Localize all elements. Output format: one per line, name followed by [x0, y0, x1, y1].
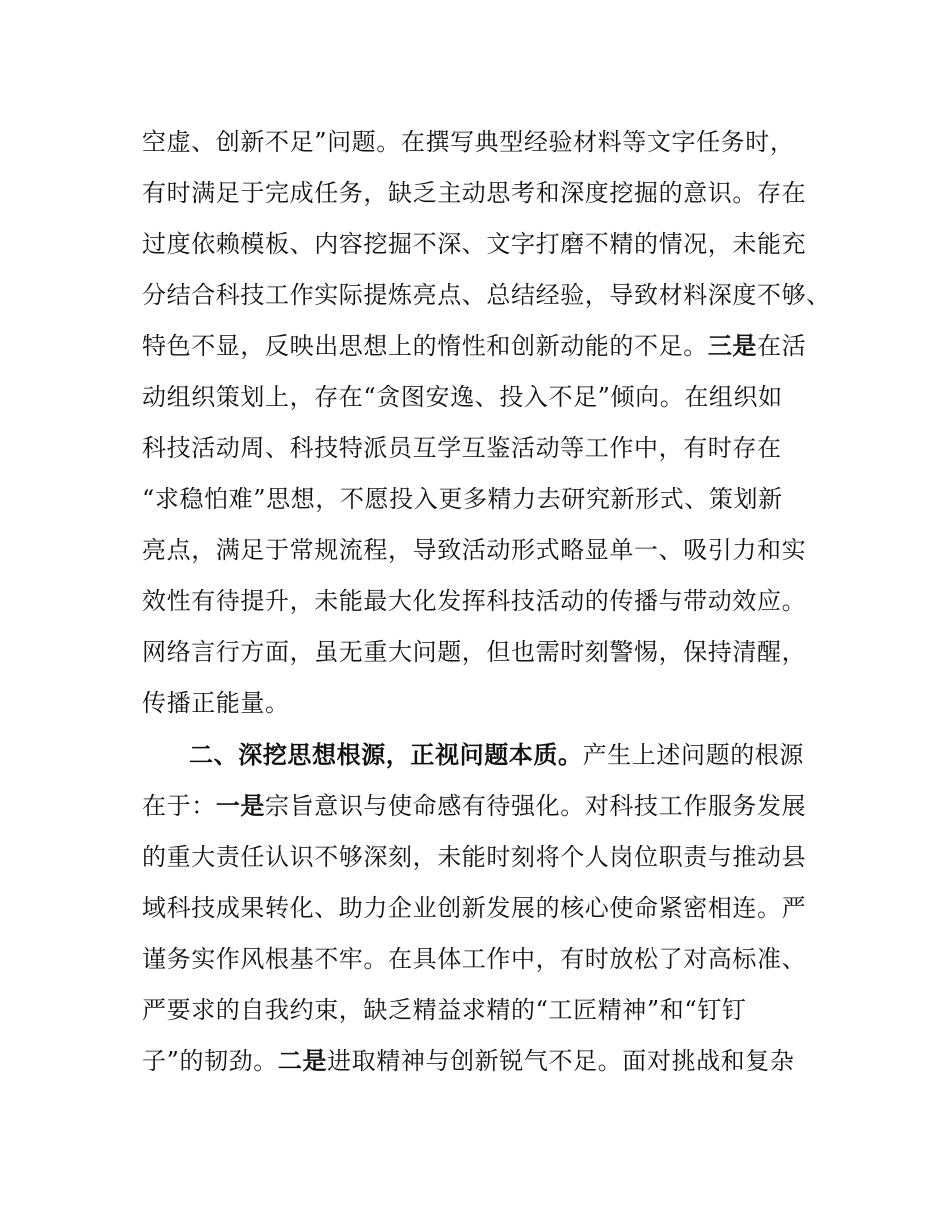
- text-segment: 进取精神与创新锐气不足。面对挑战和复杂: [327, 1047, 795, 1075]
- emphasis-text: 一是: [215, 792, 266, 820]
- text-line: 有时满足于完成任务，缺乏主动思考和深度挖掘的意识。存在: [142, 179, 807, 207]
- text-segment: 产生上述问题的根源: [582, 741, 805, 769]
- text-line: 科技活动周、科技特派员互学互鉴活动等工作中，有时存在: [142, 434, 782, 462]
- text-segment: 宗旨意识与使命感有待强化。对科技工作服务发展: [265, 792, 807, 820]
- text-line: 严要求的自我约束，缺乏精益求精的“工匠精神”和“钉钉: [142, 996, 747, 1024]
- text-line: 空虚、创新不足”问题。在撰写典型经验材料等文字任务时，: [142, 128, 795, 156]
- section-heading-line: [189, 740, 804, 770]
- text-line: 分结合科技工作实际提炼亮点、总结经验，导致材料深度不够、: [142, 281, 831, 309]
- text-line: 效性有待提升，未能最大化发挥科技活动的传播与带动效应。: [142, 587, 807, 615]
- text-line: 传播正能量。: [142, 689, 290, 717]
- text-line: [142, 791, 806, 821]
- section-heading: 二、深挖思想根源，正视问题本质。: [189, 741, 583, 769]
- text-line: 网络言行方面，虽无重大问题，但也需时刻警惕，保持清醒，: [142, 638, 807, 666]
- text-line: [142, 331, 806, 361]
- text-segment: 子”的韧劲。: [142, 1047, 278, 1075]
- text-segment: 在于：: [142, 792, 216, 820]
- text-line: 谨务实作风根基不牢。在具体工作中，有时放松了对高标准、: [142, 945, 807, 973]
- text-segment: 特色不显，反映出思想上的惰性和创新动能的不足。: [142, 332, 708, 360]
- text-line: 动组织策划上，存在“贪图安逸、投入不足”倾向。在组织如: [142, 383, 783, 411]
- text-line: 的重大责任认识不够深刻，未能时刻将个人岗位职责与推动县: [142, 843, 807, 871]
- emphasis-text: 三是: [707, 332, 758, 360]
- text-line: [142, 1046, 794, 1076]
- text-segment: 在活: [757, 332, 807, 360]
- text-line: 亮点，满足于常规流程，导致活动形式略显单一、吸引力和实: [142, 536, 807, 564]
- text-line: 域科技成果转化、助力企业创新发展的核心使命紧密相连。严: [142, 894, 807, 922]
- text-line: “求稳怕难”思想，不愿投入更多精力去研究新形式、策划新: [142, 485, 783, 513]
- text-line: 过度依赖模板、内容挖掘不深、文字打磨不精的情况，未能充: [142, 230, 807, 258]
- emphasis-text: 二是: [277, 1047, 328, 1075]
